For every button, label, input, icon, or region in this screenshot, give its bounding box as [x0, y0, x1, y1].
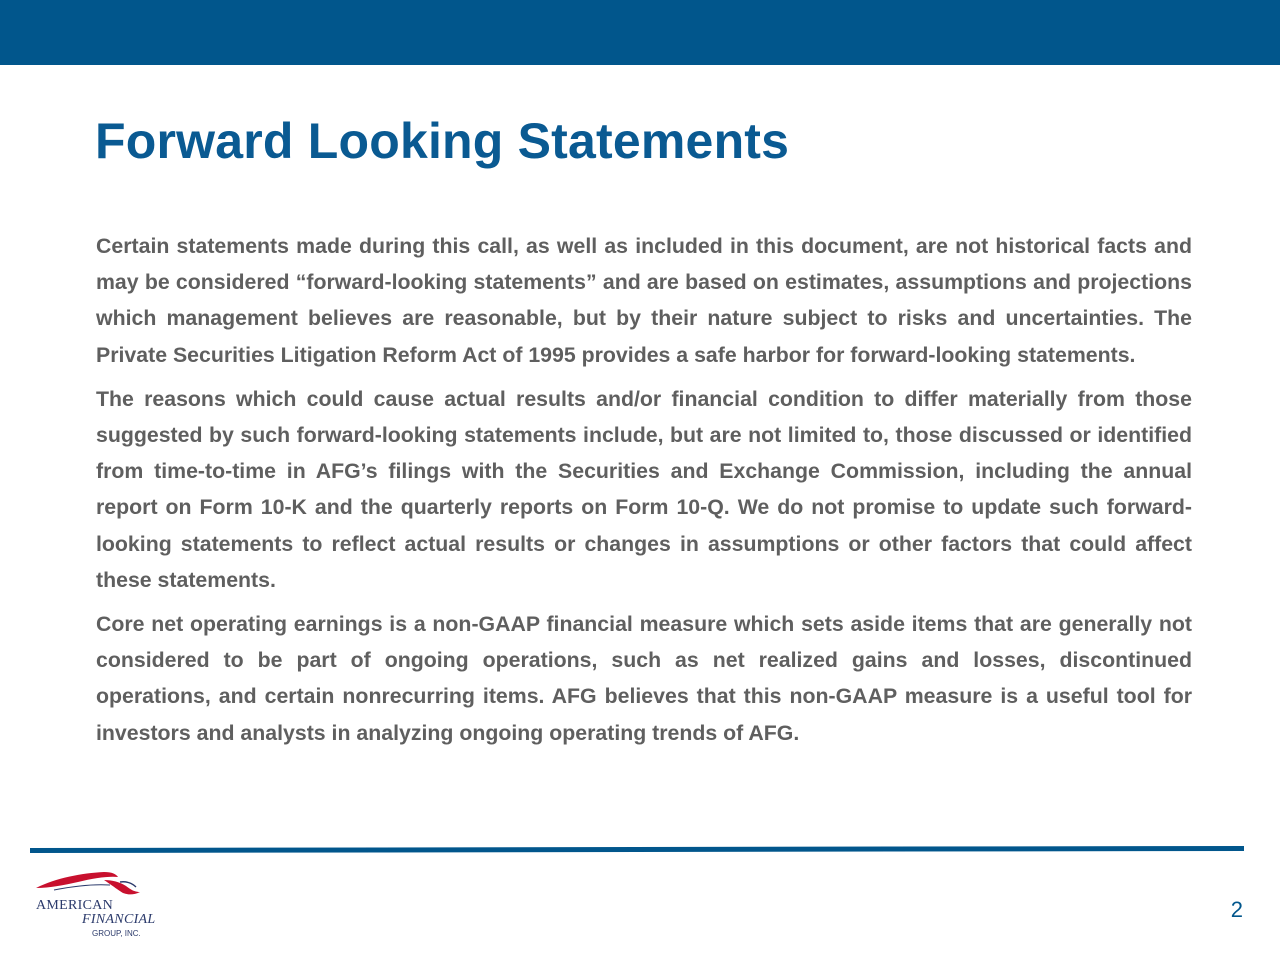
page-number: 2 [1230, 897, 1243, 922]
footer-divider [30, 846, 1244, 853]
paragraph-non-gaap: Core net operating earnings is a non-GAAP financial measure which sets aside items that are generally not considered to be part of ongoing operations, such as net realized gains and losses, discontinued operations, and certain nonrecurring items. AFG believes that this non-GAAP measure is a useful tool for investors and analysts in analyzing ongoing operating trends of AFG. [96, 612, 1192, 745]
logo-text-financial: FINANCIAL [82, 912, 156, 927]
slide-title: Forward Looking Statements [95, 113, 790, 169]
paragraph-risk-factors: The reasons which could cause actual results and/or financial condition to differ materially from those suggested by such forward-looking statements include, but are not limited to, those discussed or identified from time-to-time in AFG’s filings with the Securities and Exchange Commission, including the annual report on Form 10-K and the quarterly reports on Form 10-Q. We do not promise to update such forward-looking statements to reflect actual results or changes in assumptions or other factors that could affect these statements. [96, 386, 1192, 592]
statement-body [96, 228, 1192, 751]
paragraph-forward-looking: Certain statements made during this call, as well as included in this document, are not historical facts and may be considered “forward-looking statements” and are based on estimates, assumptions and projections which management believes are reasonable, but by their nature subject to risks and uncertainties. The Private Securities Litigation Reform Act of 1995 provides a safe harbor for forward-looking statements. [96, 234, 1192, 367]
logo-text-group: GROUP, INC. [92, 929, 141, 938]
header-bar [0, 0, 1280, 65]
company-logo [34, 868, 174, 944]
logo-text-american: AMERICAN [36, 898, 114, 913]
